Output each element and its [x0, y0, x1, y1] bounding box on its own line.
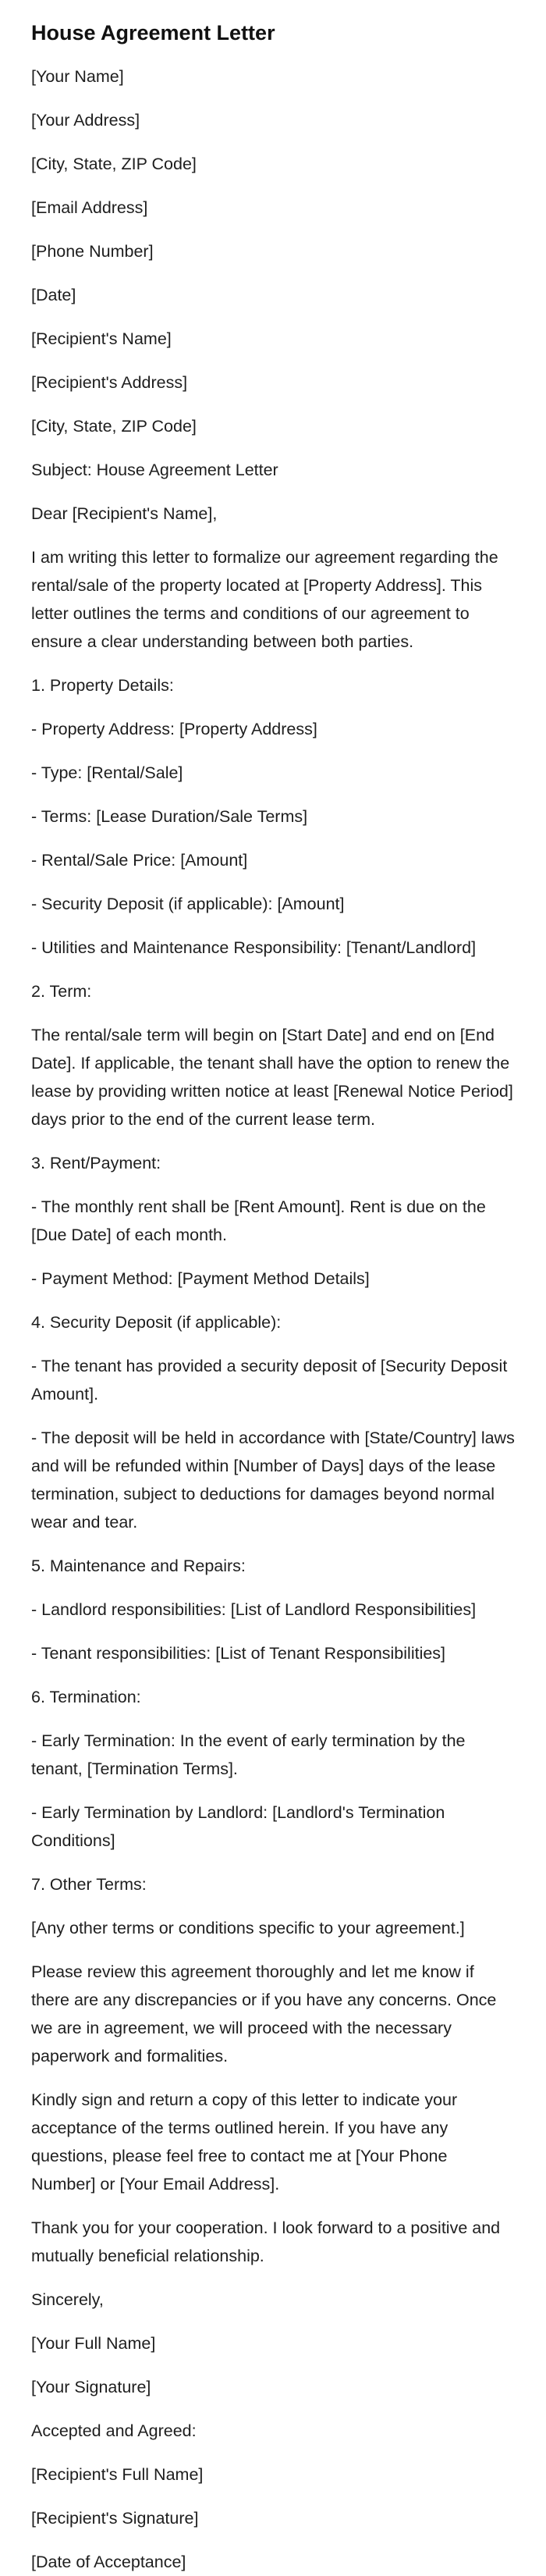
list-item-landlord-responsibilities: - Landlord responsibilities: [List of Landlord Responsibilities] [31, 1600, 477, 1619]
subject-line: Subject: House Agreement Letter [31, 461, 278, 479]
list-item-early-termination-tenant: - Early Termination: In the event of early termination by the tenant, [Termination Terms]. [31, 1731, 466, 1778]
intro-paragraph: I am writing this letter to formalize our agreement regarding the rental/sale of the property located at [Property Address]. This letter outlines the terms and conditions of our agreement to ensure a clear understanding between both parties. [31, 548, 498, 651]
list-item-security-deposit: - Security Deposit (if applicable): [Amount] [31, 895, 345, 913]
salutation: Dear [Recipient's Name], [31, 504, 218, 523]
section-heading-termination: 6. Termination: [31, 1688, 141, 1706]
term-paragraph: The rental/sale term will begin on [Start Date] and end on [End Date]. If applicable, the tenant shall have the option to renew the lease by providing written notice at least [Renewal Notice Period] days prior to the end of the current lease term. [31, 1026, 513, 1129]
sign-return-paragraph: Kindly sign and return a copy of this letter to indicate your acceptance of the terms outlined herein. If you have any questions, please feel free to contact me at [Your Phone Number] or [Your Email Address]. [31, 2090, 458, 2194]
sender-email: [Email Address] [31, 198, 148, 217]
date-of-acceptance: [Date of Acceptance] [31, 2553, 186, 2571]
list-item-price: - Rental/Sale Price: [Amount] [31, 851, 248, 870]
section-heading-other-terms: 7. Other Terms: [31, 1875, 147, 1894]
list-item-terms: - Terms: [Lease Duration/Sale Terms] [31, 807, 308, 826]
list-item-early-termination-landlord: - Early Termination by Landlord: [Landlord's Termination Conditions] [31, 1803, 445, 1850]
sender-phone: [Phone Number] [31, 242, 154, 261]
review-paragraph: Please review this agreement thoroughly and let me know if there are any discrepancies or if you have any concerns. Once we are in agreement, we will proceed with the necessary paperwork and formalities. [31, 1962, 497, 2065]
list-item-deposit-held: - The deposit will be held in accordance with [State/Country] laws and will be refunded within [Number of Days] days of the lease termination, subject to deductions for damages beyond normal wear and tear. [31, 1429, 515, 1532]
closing: Sincerely, [31, 2290, 104, 2309]
document-title: House Agreement Letter [31, 21, 275, 44]
other-terms-placeholder: [Any other terms or conditions specific to your agreement.] [31, 1919, 465, 1937]
list-item-deposit-provided: - The tenant has provided a security deposit of [Security Deposit Amount]. [31, 1357, 508, 1404]
list-item-monthly-rent: - The monthly rent shall be [Rent Amount]. Rent is due on the [Due Date] of each month. [31, 1197, 486, 1244]
list-item-property-address: - Property Address: [Property Address] [31, 720, 317, 738]
recipient-signature: [Recipient's Signature] [31, 2509, 199, 2528]
recipient-address: [Recipient's Address] [31, 373, 188, 392]
section-heading-rent-payment: 3. Rent/Payment: [31, 1154, 161, 1172]
recipient-city-state-zip: [City, State, ZIP Code] [31, 417, 197, 436]
section-heading-maintenance: 5. Maintenance and Repairs: [31, 1557, 246, 1575]
sender-city-state-zip: [City, State, ZIP Code] [31, 155, 197, 173]
thank-you-paragraph: Thank you for your cooperation. I look forward to a positive and mutually beneficial relationship. [31, 2218, 501, 2265]
sender-full-name: [Your Full Name] [31, 2334, 156, 2353]
letter-date: [Date] [31, 286, 76, 304]
list-item-utilities: - Utilities and Maintenance Responsibility: [Tenant/Landlord] [31, 938, 477, 957]
sender-signature: [Your Signature] [31, 2378, 151, 2396]
list-item-tenant-responsibilities: - Tenant responsibilities: [List of Tenant Responsibilities] [31, 1644, 446, 1663]
list-item-type: - Type: [Rental/Sale] [31, 763, 183, 782]
section-heading-term: 2. Term: [31, 982, 92, 1001]
section-heading-property-details: 1. Property Details: [31, 676, 174, 695]
list-item-payment-method: - Payment Method: [Payment Method Details] [31, 1269, 370, 1288]
section-heading-security-deposit: 4. Security Deposit (if applicable): [31, 1313, 282, 1332]
recipient-name: [Recipient's Name] [31, 329, 172, 348]
recipient-full-name: [Recipient's Full Name] [31, 2465, 204, 2484]
accepted-and-agreed: Accepted and Agreed: [31, 2421, 197, 2440]
sender-address: [Your Address] [31, 111, 140, 130]
sender-name: [Your Name] [31, 67, 124, 86]
